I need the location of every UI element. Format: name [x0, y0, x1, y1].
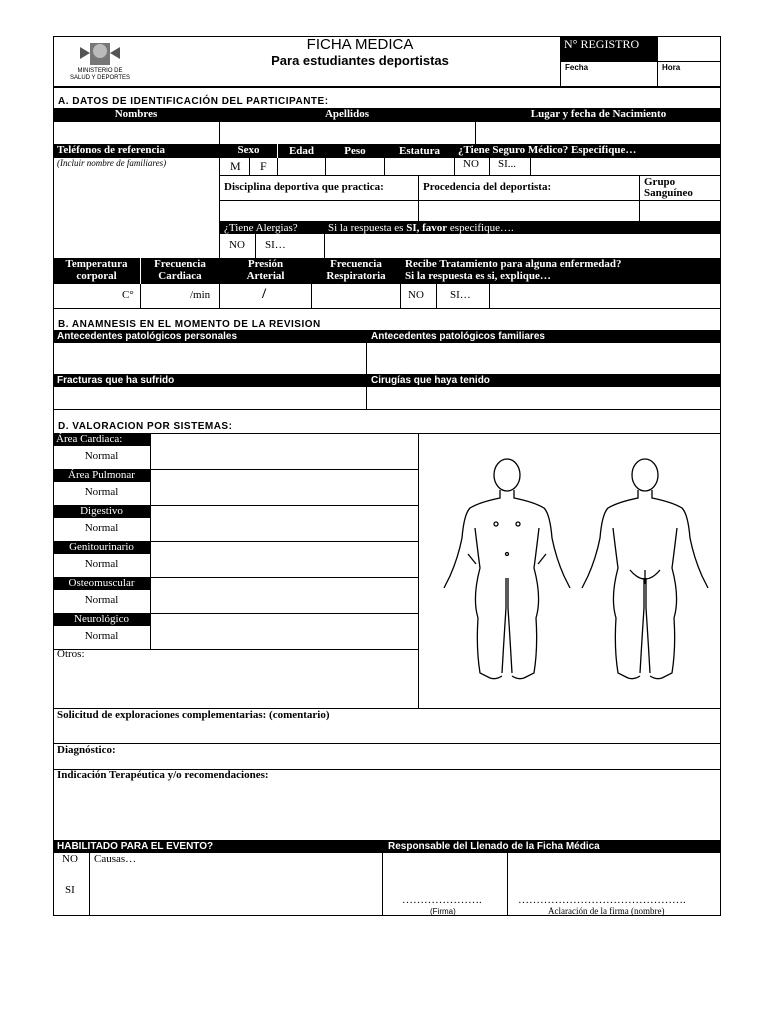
alergias-si-text: Si la respuesta es	[328, 222, 404, 234]
disciplina-label: Disciplina deportiva que practica:	[224, 181, 384, 193]
habilitado-si[interactable]: SI	[65, 884, 75, 896]
incluir-note: (Incluir nombre de familiares)	[57, 158, 167, 168]
personales-header: Antecedentes patológicos personales	[57, 331, 238, 342]
system-notes-field[interactable]	[151, 470, 417, 504]
seguro-si[interactable]: SI...	[498, 158, 517, 170]
system-label: Neurológico	[53, 613, 150, 626]
estatura-header: Estatura	[399, 145, 440, 157]
frec-header-1: Frecuencia	[154, 258, 206, 270]
grupo-label-1: Grupo	[644, 176, 676, 188]
presion-slash: /	[262, 286, 267, 302]
registro-label: N° REGISTRO	[560, 36, 658, 61]
ministry-name: MINISTERIO DE SALUD Y DEPORTES	[69, 68, 131, 81]
peso-header: Peso	[344, 145, 366, 157]
sexo-m[interactable]: M	[230, 159, 241, 173]
frec-unit: /min	[190, 289, 211, 301]
sexo-header: Sexo	[237, 144, 260, 156]
fracturas-header: Fracturas que ha sufrido	[57, 375, 175, 386]
alergias-no[interactable]: NO	[229, 239, 245, 251]
nombres-field[interactable]	[54, 122, 219, 144]
normal-checkbox[interactable]: Normal	[84, 594, 119, 606]
alergias-si-bold: SI, favor	[406, 222, 448, 234]
habilitado-no[interactable]: NO	[62, 853, 78, 865]
apellidos-field[interactable]	[220, 122, 475, 144]
aclaracion-line: ……………………………………….	[518, 894, 686, 906]
lugar-field[interactable]	[476, 122, 720, 144]
indicacion-label: Indicación Terapéutica y/o recomendaciones:	[57, 769, 269, 781]
frec-header-2: Cardiaca	[158, 270, 202, 282]
telefonos-label: Teléfonos de referencia	[57, 144, 165, 156]
seguro-no[interactable]: NO	[463, 158, 479, 170]
solicitud-label: Solicitud de exploraciones complementarias: (comentario)	[57, 709, 330, 721]
firma-label: (Firma)	[430, 907, 456, 916]
causas-label: Causas…	[94, 853, 137, 865]
temp-unit: C°	[122, 289, 134, 301]
tratamiento-no[interactable]: NO	[408, 289, 424, 301]
apellidos-header: Apellidos	[324, 108, 369, 120]
tratamiento-header-1: Recibe Tratamiento para alguna enfermedad?	[405, 258, 622, 270]
system-notes-field[interactable]	[151, 434, 417, 468]
familiares-header: Antecedentes patológicos familiares	[371, 331, 545, 342]
habilitado-header: HABILITADO PARA EL EVENTO?	[57, 841, 214, 852]
hora-label: Hora	[662, 63, 681, 72]
system-label: Área Cardiaca:	[53, 433, 150, 446]
system-notes-field[interactable]	[151, 578, 417, 612]
otros-label: Otros:	[57, 648, 85, 660]
pres-header-2: Arterial	[246, 270, 285, 282]
form-subtitle: Para estudiantes deportistas	[271, 53, 449, 68]
procedencia-label: Procedencia del deportista:	[423, 181, 552, 193]
system-notes-field[interactable]	[151, 542, 417, 576]
firma-line: ………………….	[402, 894, 482, 906]
system-notes-field[interactable]	[151, 614, 417, 648]
temp-header-1: Temperatura	[65, 258, 128, 270]
aclaracion-label: Aclaración de la firma (nombre)	[548, 906, 665, 916]
system-notes-field[interactable]	[151, 506, 417, 540]
cirugias-header: Cirugías que haya tenido	[371, 375, 490, 386]
responsable-header: Responsable del Llenado de la Ficha Médica	[388, 841, 600, 852]
alergias-especifique: especifique….	[449, 222, 514, 234]
normal-checkbox[interactable]: Normal	[84, 486, 119, 498]
alergias-si[interactable]: SI…	[265, 239, 286, 251]
system-label: Genitourinario	[53, 541, 150, 554]
nombres-header: Nombres	[114, 108, 158, 120]
grupo-label-2: Sanguíneo	[644, 187, 693, 199]
resp-header-1: Frecuencia	[330, 258, 382, 270]
section-b-title: B. ANAMNESIS EN EL MOMENTO DE LA REVISION	[58, 319, 321, 330]
tratamiento-header-2: Si la respuesta es si, explique…	[405, 270, 551, 282]
system-label: Osteomuscular	[53, 577, 150, 590]
alergias-label: ¿Tiene Alergias?	[224, 222, 298, 234]
normal-checkbox[interactable]: Normal	[84, 450, 119, 462]
normal-checkbox[interactable]: Normal	[84, 630, 119, 642]
section-a-title: A. DATOS DE IDENTIFICACIÓN DEL PARTICIPANTE:	[58, 96, 329, 107]
fecha-label: Fecha	[565, 63, 589, 72]
lugar-header: Lugar y fecha de Nacimiento	[530, 108, 667, 120]
resp-header-2: Respiratoria	[326, 270, 386, 282]
normal-checkbox[interactable]: Normal	[84, 558, 119, 570]
normal-checkbox[interactable]: Normal	[84, 522, 119, 534]
ministry-logo	[78, 39, 122, 69]
system-label: Digestivo	[53, 505, 150, 518]
diagnostico-label: Diagnóstico:	[57, 744, 116, 756]
system-label: Área Pulmonar	[53, 469, 150, 482]
tratamiento-si[interactable]: SI…	[450, 289, 471, 301]
pres-header-1: Presión	[247, 258, 284, 270]
section-d-title: D. VALORACION POR SISTEMAS:	[58, 421, 233, 432]
form-title: FICHA MEDICA	[306, 36, 414, 53]
edad-header: Edad	[288, 145, 315, 157]
temp-header-2: corporal	[76, 270, 117, 282]
sexo-f[interactable]: F	[260, 159, 267, 173]
body-diagram	[440, 458, 715, 686]
seguro-header: ¿Tiene Seguro Médico? Especifique…	[458, 144, 637, 156]
